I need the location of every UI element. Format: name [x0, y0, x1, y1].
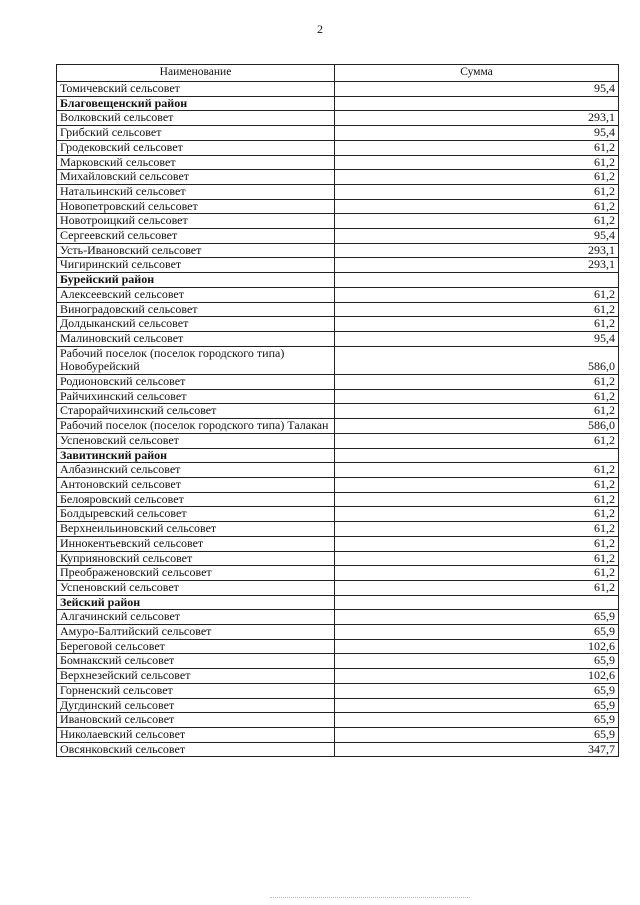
municipality-name: Рабочий поселок (поселок городского типа) Талакан [57, 419, 335, 434]
table-row [57, 199, 619, 214]
district-name: Бурейский район [57, 273, 335, 288]
table-row [57, 170, 619, 185]
amount-cell [335, 448, 619, 463]
table-row [57, 522, 619, 537]
table-header-row [57, 65, 619, 82]
table-row [57, 698, 619, 713]
table-row [57, 287, 619, 302]
amount-cell [335, 595, 619, 610]
table-row [57, 551, 619, 566]
amount-cell: 61,2 [335, 184, 619, 199]
table-row [57, 331, 619, 346]
amount-cell: 61,2 [335, 463, 619, 478]
municipality-name: Успеновский сельсовет [57, 580, 335, 595]
table-row [57, 566, 619, 581]
amount-cell: 61,2 [335, 199, 619, 214]
amount-cell: 347,7 [335, 742, 619, 757]
amount-cell: 293,1 [335, 243, 619, 258]
municipality-name: Михайловский сельсовет [57, 170, 335, 185]
amount-cell: 293,1 [335, 258, 619, 273]
municipality-name: Амуро-Балтийский сельсовет [57, 625, 335, 640]
municipality-name: Николаевский сельсовет [57, 727, 335, 742]
district-row [57, 595, 619, 610]
table-row [57, 82, 619, 97]
amount-cell [335, 96, 619, 111]
allocation-table [56, 64, 619, 757]
table-row [57, 419, 619, 434]
amount-cell: 61,2 [335, 155, 619, 170]
amount-cell: 65,9 [335, 713, 619, 728]
table-row [57, 610, 619, 625]
table-row [57, 155, 619, 170]
amount-cell: 102,6 [335, 639, 619, 654]
district-name: Завитинский район [57, 448, 335, 463]
table-row [57, 492, 619, 507]
municipality-name: Бомнакский сельсовет [57, 654, 335, 669]
municipality-name: Успеновский сельсовет [57, 433, 335, 448]
amount-cell: 102,6 [335, 669, 619, 684]
amount-cell: 65,9 [335, 683, 619, 698]
municipality-name: Родионовский сельсовет [57, 375, 335, 390]
table-row [57, 302, 619, 317]
amount-cell: 61,2 [335, 566, 619, 581]
municipality-name: Преображеновский сельсовет [57, 566, 335, 581]
amount-cell [335, 273, 619, 288]
amount-cell: 61,2 [335, 536, 619, 551]
amount-cell: 61,2 [335, 170, 619, 185]
table-row [57, 463, 619, 478]
table-row [57, 375, 619, 390]
municipality-name: Долдыканский сельсовет [57, 317, 335, 332]
table-row [57, 214, 619, 229]
table-row [57, 389, 619, 404]
municipality-name: Сергеевский сельсовет [57, 229, 335, 244]
amount-cell: 61,2 [335, 140, 619, 155]
amount-cell: 61,2 [335, 302, 619, 317]
table-body [57, 82, 619, 757]
district-row [57, 273, 619, 288]
table-row [57, 713, 619, 728]
municipality-name: Натальинский сельсовет [57, 184, 335, 199]
municipality-name: Новопетровский сельсовет [57, 199, 335, 214]
amount-cell: 61,2 [335, 317, 619, 332]
table-row [57, 507, 619, 522]
amount-cell: 65,9 [335, 610, 619, 625]
municipality-name: Дугдинский сельсовет [57, 698, 335, 713]
page-number: 2 [317, 22, 323, 36]
table-row [57, 727, 619, 742]
amount-cell: 61,2 [335, 287, 619, 302]
amount-cell: 65,9 [335, 654, 619, 669]
municipality-name: Куприяновский сельсовет [57, 551, 335, 566]
municipality-name: Албазинский сельсовет [57, 463, 335, 478]
table-row [57, 126, 619, 141]
table-row [57, 683, 619, 698]
amount-cell: 95,4 [335, 82, 619, 97]
district-name: Благовещенский район [57, 96, 335, 111]
table-row [57, 433, 619, 448]
amount-cell: 293,1 [335, 111, 619, 126]
municipality-name: Алексеевский сельсовет [57, 287, 335, 302]
municipality-name: Белояровский сельсовет [57, 492, 335, 507]
municipality-name: Чигиринский сельсовет [57, 258, 335, 273]
amount-cell: 61,2 [335, 404, 619, 419]
table-row [57, 184, 619, 199]
table-row [57, 404, 619, 419]
municipality-name: Антоновский сельсовет [57, 477, 335, 492]
municipality-name: Волковский сельсовет [57, 111, 335, 126]
municipality-name: Рабочий поселок (поселок городского типа) Новобурейский [57, 346, 335, 374]
district-row [57, 96, 619, 111]
municipality-name: Береговой сельсовет [57, 639, 335, 654]
table-row [57, 742, 619, 757]
table-row [57, 580, 619, 595]
municipality-name: Грибский сельсовет [57, 126, 335, 141]
amount-cell: 65,9 [335, 698, 619, 713]
municipality-name: Томичевский сельсовет [57, 82, 335, 97]
column-header-sum: Сумма [335, 65, 619, 82]
amount-cell: 61,2 [335, 492, 619, 507]
municipality-name: Малиновский сельсовет [57, 331, 335, 346]
table-row [57, 140, 619, 155]
municipality-name: Верхнезейский сельсовет [57, 669, 335, 684]
amount-cell: 65,9 [335, 727, 619, 742]
table-row [57, 111, 619, 126]
table-row [57, 243, 619, 258]
column-header-name: Наименование [57, 65, 335, 82]
amount-cell: 61,2 [335, 477, 619, 492]
scan-artifact [270, 897, 470, 900]
amount-cell: 61,2 [335, 522, 619, 537]
amount-cell: 61,2 [335, 214, 619, 229]
municipality-name: Виноградовский сельсовет [57, 302, 335, 317]
municipality-name: Старорайчихинский сельсовет [57, 404, 335, 419]
amount-cell: 95,4 [335, 126, 619, 141]
table-row [57, 346, 619, 374]
amount-cell: 61,2 [335, 433, 619, 448]
amount-cell: 61,2 [335, 389, 619, 404]
amount-cell: 65,9 [335, 625, 619, 640]
table-row [57, 258, 619, 273]
table-row [57, 317, 619, 332]
amount-cell: 61,2 [335, 375, 619, 390]
municipality-name: Гродековский сельсовет [57, 140, 335, 155]
municipality-name: Усть-Ивановский сельсовет [57, 243, 335, 258]
municipality-name: Райчихинский сельсовет [57, 389, 335, 404]
table-row [57, 477, 619, 492]
table-row [57, 639, 619, 654]
municipality-name: Марковский сельсовет [57, 155, 335, 170]
district-row [57, 448, 619, 463]
district-name: Зейский район [57, 595, 335, 610]
table-row [57, 669, 619, 684]
municipality-name: Алгачинский сельсовет [57, 610, 335, 625]
amount-cell: 61,2 [335, 580, 619, 595]
municipality-name: Овсянковский сельсовет [57, 742, 335, 757]
amount-cell: 95,4 [335, 331, 619, 346]
table-row [57, 536, 619, 551]
municipality-name: Иннокентьевский сельсовет [57, 536, 335, 551]
municipality-name: Горненский сельсовет [57, 683, 335, 698]
amount-cell: 61,2 [335, 551, 619, 566]
table-row [57, 654, 619, 669]
municipality-name: Верхнеильиновский сельсовет [57, 522, 335, 537]
municipality-name: Болдыревский сельсовет [57, 507, 335, 522]
amount-cell: 61,2 [335, 507, 619, 522]
municipality-name: Ивановский сельсовет [57, 713, 335, 728]
amount-cell: 586,0 [335, 419, 619, 434]
amount-cell: 586,0 [335, 346, 619, 374]
municipality-name: Новотроицкий сельсовет [57, 214, 335, 229]
table-row [57, 625, 619, 640]
amount-cell: 95,4 [335, 229, 619, 244]
table-row [57, 229, 619, 244]
